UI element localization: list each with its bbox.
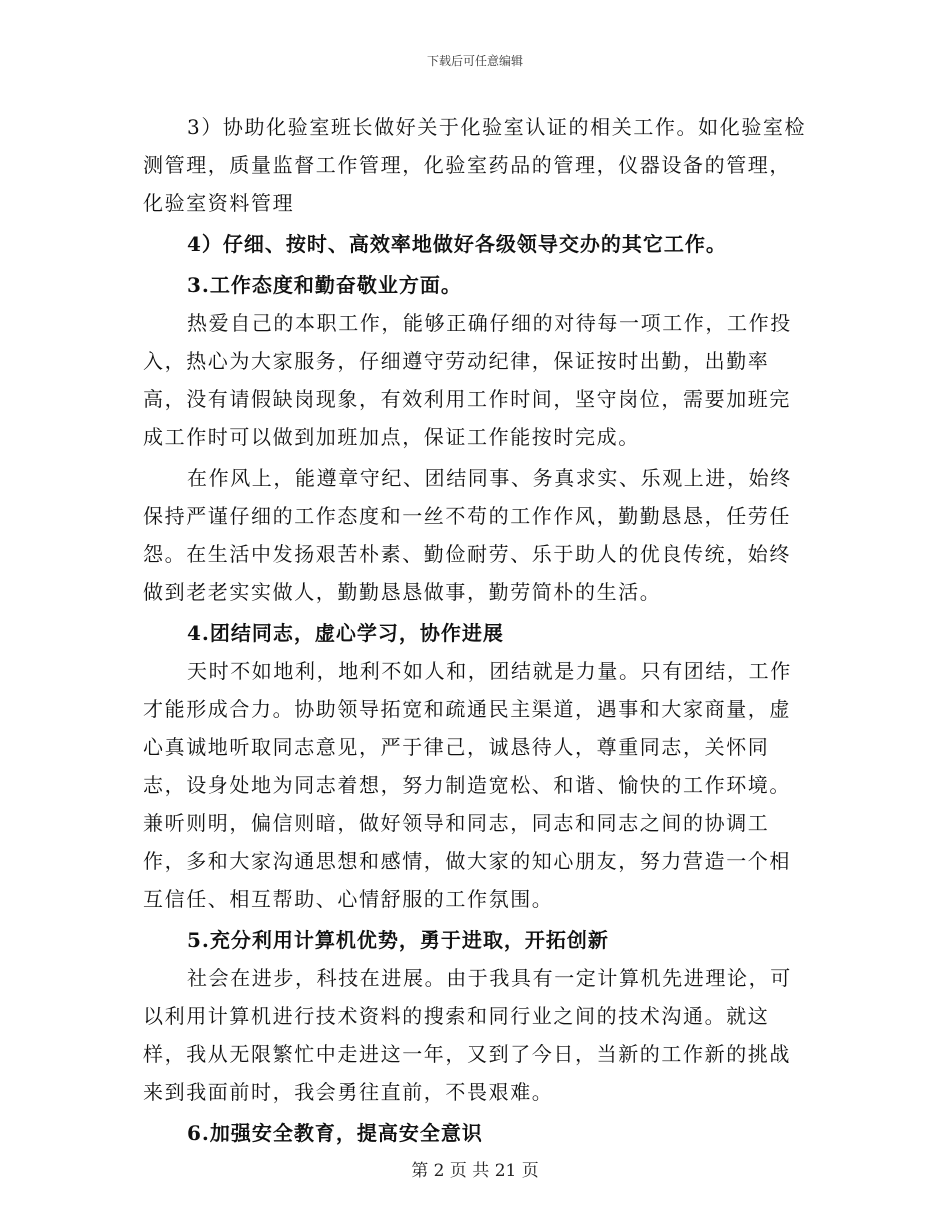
- section-heading-computer: 5.充分利用计算机优势，勇于进取，开拓创新: [187, 928, 609, 952]
- page-header: 下载后可任意编辑: [426, 54, 523, 68]
- section-heading-work-attitude: 3.工作态度和勤奋敬业方面。: [187, 273, 462, 297]
- item-heading-leadership-tasks: 4）仔细、按时、高效率地做好各级领导交办的其它工作。: [187, 232, 727, 256]
- section-heading-unity: 4.团结同志，虚心学习，协作进展: [187, 621, 504, 645]
- section-heading-safety: 6.加强安全教育，提高安全意识: [187, 1121, 483, 1145]
- paragraph-lab-certification: 3）协助化验室班长做好关于化验室认证的相关工作。如化验室检测管理，质量监督工作管理，化验室药品的管理，仪器设备的管理，化验室资料管理: [143, 115, 807, 215]
- paragraph-unity: 天时不如地利，地利不如人和，团结就是力量。只有团结，工作才能形成合力。协助领导拓宽和疏通民主渠道，遇事和大家商量，虚心真诚地听取同志意见，严于律己，诚恳待人，尊重同志，关怀同志，设身处地为同志着想，努力制造宽松、和谐、愉快的工作环境。兼听则明，偏信则暗，做好领导和同志，同志和同志之间的协调工作，多和大家沟通思想和感情，做大家的知心朋友，努力营造一个相互信任、相互帮助、心情舒服的工作氛围。: [143, 659, 792, 911]
- paragraph-work-attitude: 热爱自己的本职工作，能够正确仔细的对待每一项工作，工作投入，热心为大家服务，仔细遵守劳动纪律，保证按时出勤，出勤率高，没有请假缺岗现象，有效利用工作时间，坚守岗位，需要加班完成工作时可以做到加班加点，保证工作能按时完成。: [143, 311, 792, 449]
- paragraph-work-style: 在作风上，能遵章守纪、团结同事、务真求实、乐观上进，始终保持严谨仔细的工作态度和一丝不苟的工作作风，勤勤恳恳，任劳任怨。在生活中发扬艰苦朴素、勤俭耐劳、乐于助人的优良传统，始终做到老老实实做人，勤勤恳恳做事，勤劳简朴的生活。: [143, 466, 792, 604]
- paragraph-computer: 社会在进步，科技在进展。由于我具有一定计算机先进理论，可以利用计算机进行技术资料的搜索和同行业之间的技术沟通。就这样，我从无限繁忙中走进这一年，又到了今日，当新的工作新的挑战来到我面前时，我会勇往直前，不畏艰难。: [143, 966, 792, 1104]
- page-footer: 第 2 页 共 21 页: [411, 1161, 539, 1181]
- document-body: [143, 108, 811, 1152]
